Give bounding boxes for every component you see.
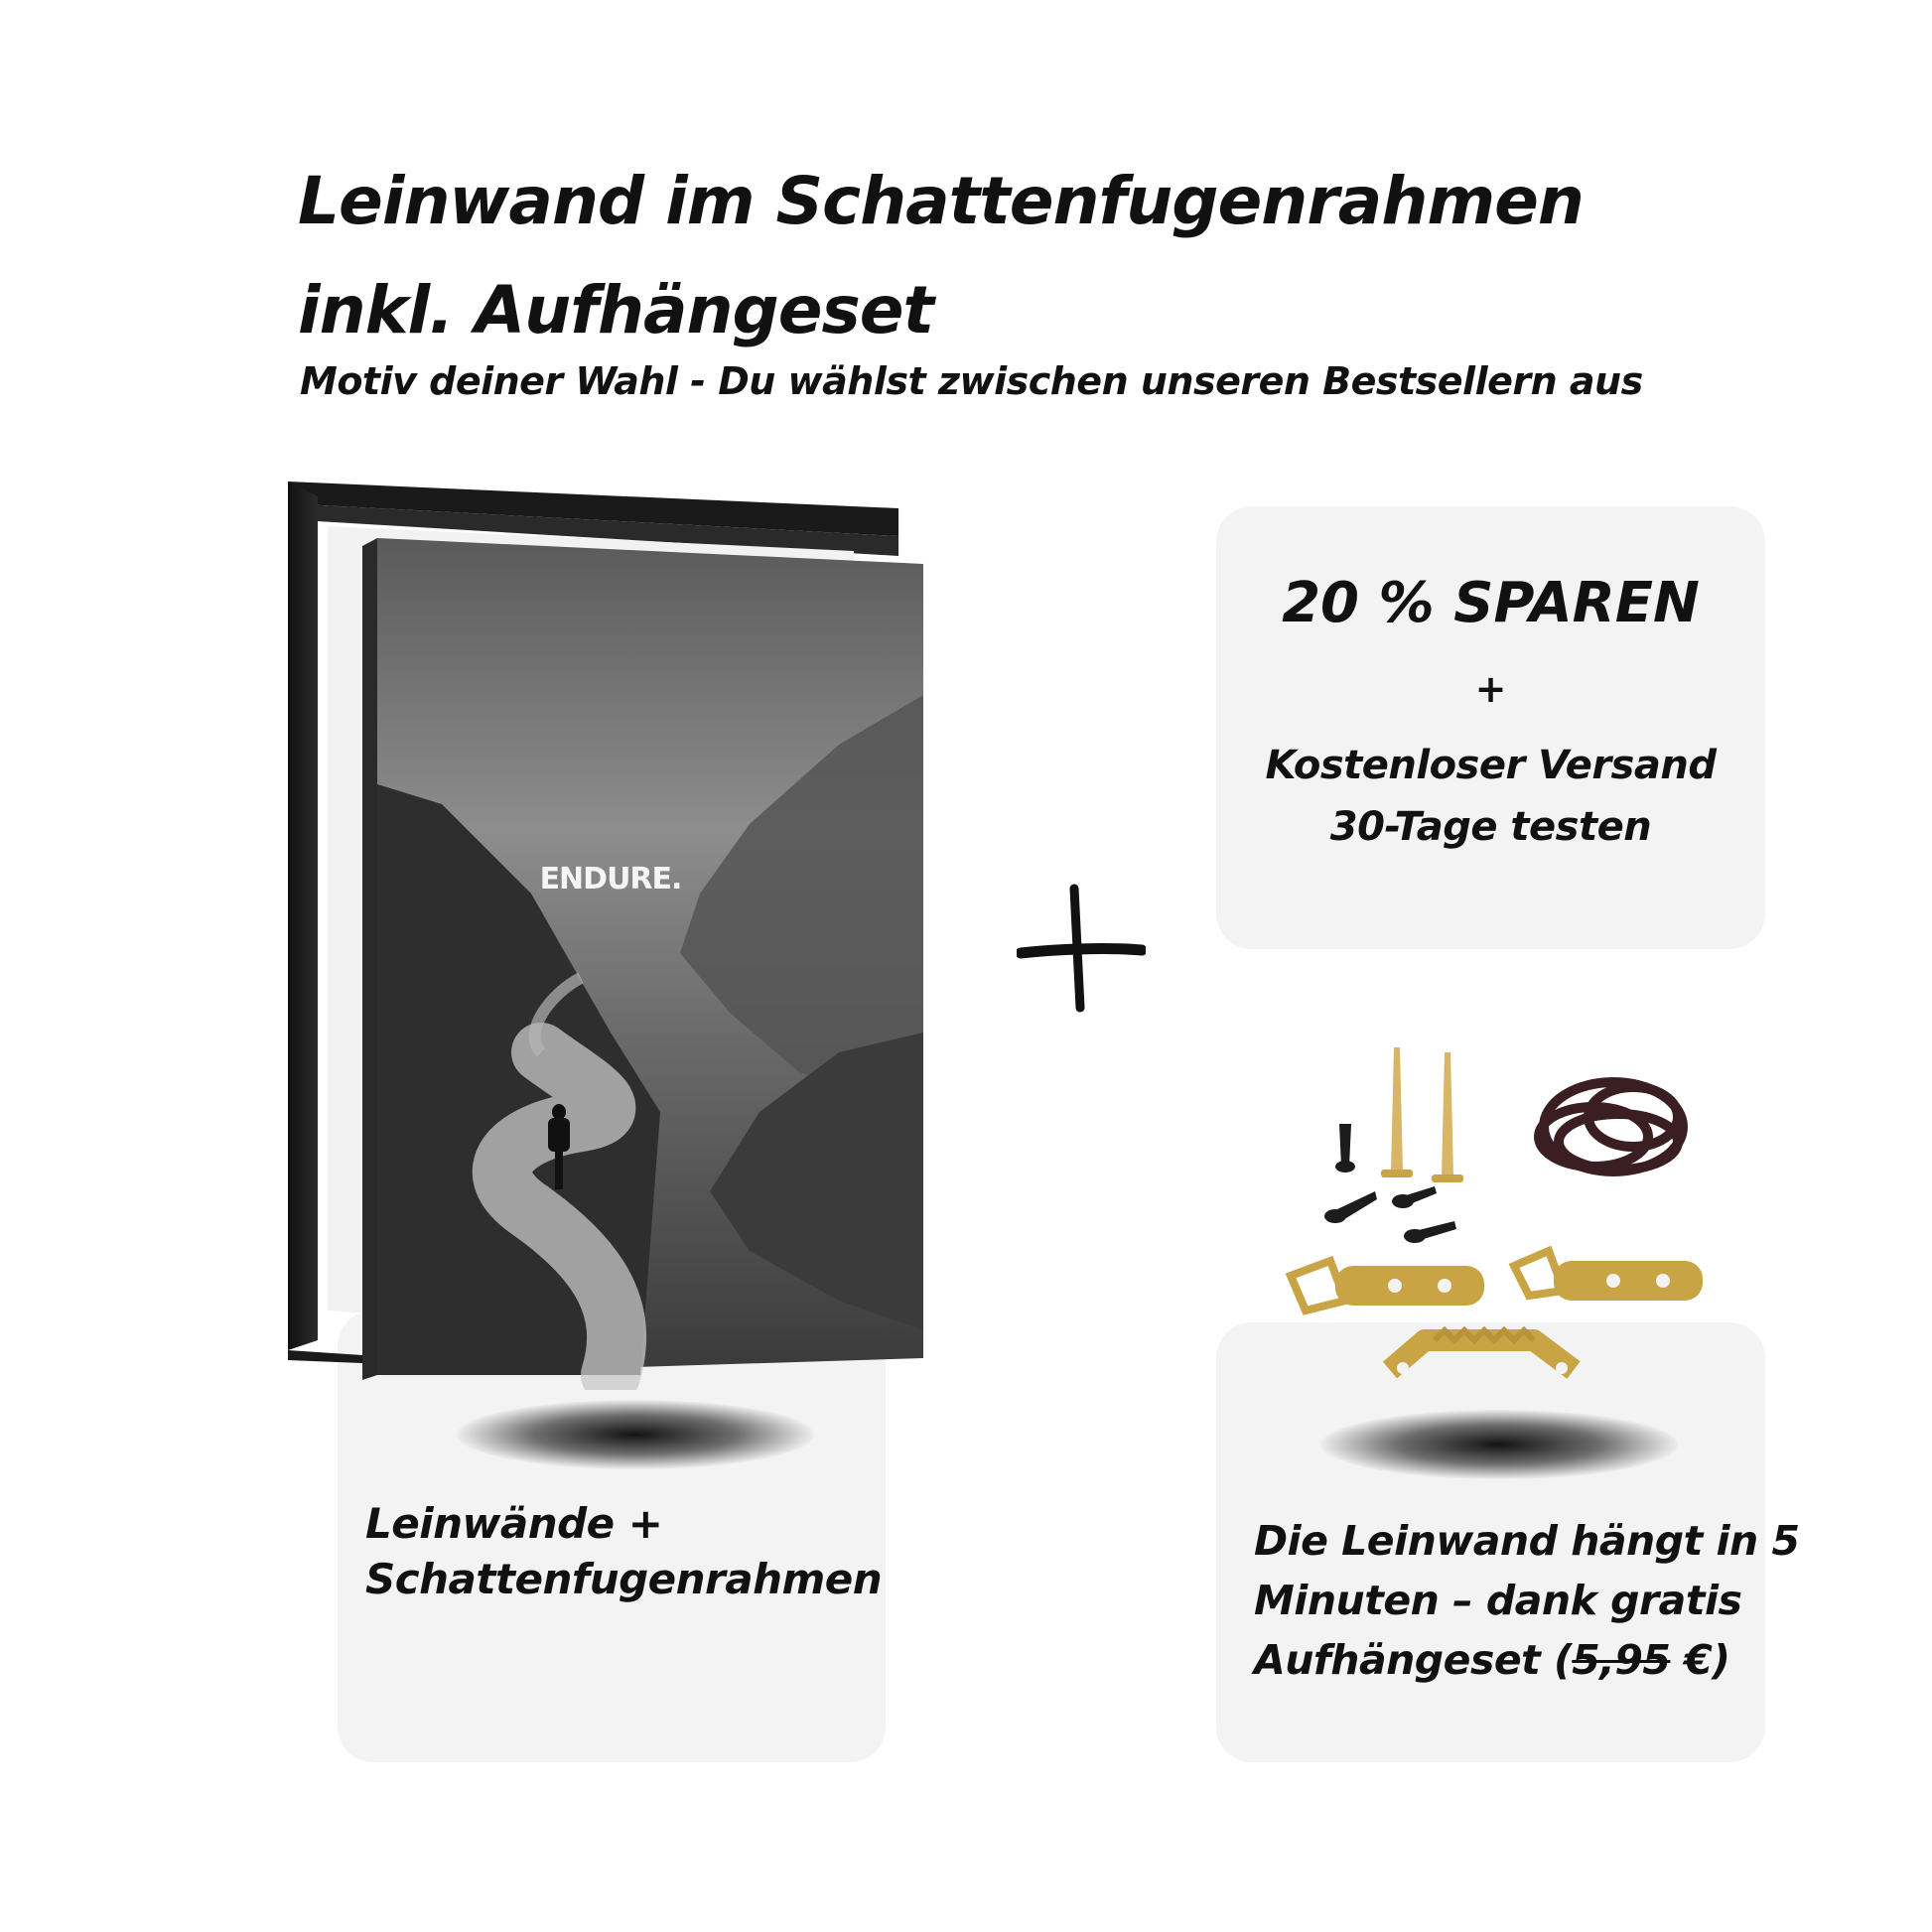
title-line-1: Leinwand im Schattenfugenrahmen: [298, 163, 1584, 239]
hanger-icon: [1390, 1330, 1574, 1374]
screw-icon: [1335, 1124, 1355, 1173]
title-line-2: inkl. Aufhängeset: [298, 272, 934, 348]
nail-icon: [1432, 1052, 1463, 1182]
screw-icon: [1404, 1221, 1456, 1243]
canvas-edge: [362, 538, 377, 1380]
canvas-shadow: [457, 1400, 814, 1469]
screw-icon: [1392, 1186, 1437, 1208]
plus-icon: [1017, 884, 1146, 1013]
canvas-caption-line-2: Schattenfugenrahmen: [365, 1555, 883, 1603]
offer-trial: 30-Tage testen: [1329, 804, 1652, 850]
hanging-kit-line-2: Minuten – dank gratis: [1254, 1577, 1742, 1624]
hanging-kit-line-3: [1254, 1630, 1800, 1690]
hanging-kit-shadow: [1320, 1410, 1678, 1479]
offer-plus: +: [1474, 667, 1507, 711]
page-title: [298, 147, 1584, 365]
screw-icon: [1324, 1191, 1377, 1223]
offer-headline: 20 % SPAREN: [1282, 571, 1700, 635]
canvas-frame-image: [283, 477, 938, 1390]
hanging-kit-line-3-prefix: Aufhängeset (: [1254, 1636, 1573, 1684]
hanging-kit-caption: [1254, 1511, 1800, 1690]
poster-text: ENDURE.: [539, 862, 682, 897]
frame-left-side: [288, 482, 318, 1350]
offer-shipping: Kostenloser Versand: [1265, 743, 1717, 788]
canvas-caption-line-1: Leinwände +: [365, 1499, 663, 1548]
canvas-caption: [365, 1496, 882, 1607]
hanger-icon: [1514, 1251, 1703, 1301]
frame-bottom: [288, 1350, 362, 1363]
cord-icon: [1539, 1082, 1683, 1172]
hanging-kit-line-1: Die Leinwand hängt in 5: [1254, 1517, 1800, 1565]
hanger-icon: [1291, 1261, 1484, 1311]
old-price: 5,95: [1572, 1636, 1671, 1684]
nail-icon: [1381, 1047, 1413, 1177]
page-subtitle: Motiv deiner Wahl - Du wählst zwischen unseren Bestsellern aus: [300, 359, 1643, 403]
hanging-kit-line-3-suffix: €): [1670, 1636, 1730, 1684]
hanging-kit-image: [1276, 1042, 1742, 1400]
